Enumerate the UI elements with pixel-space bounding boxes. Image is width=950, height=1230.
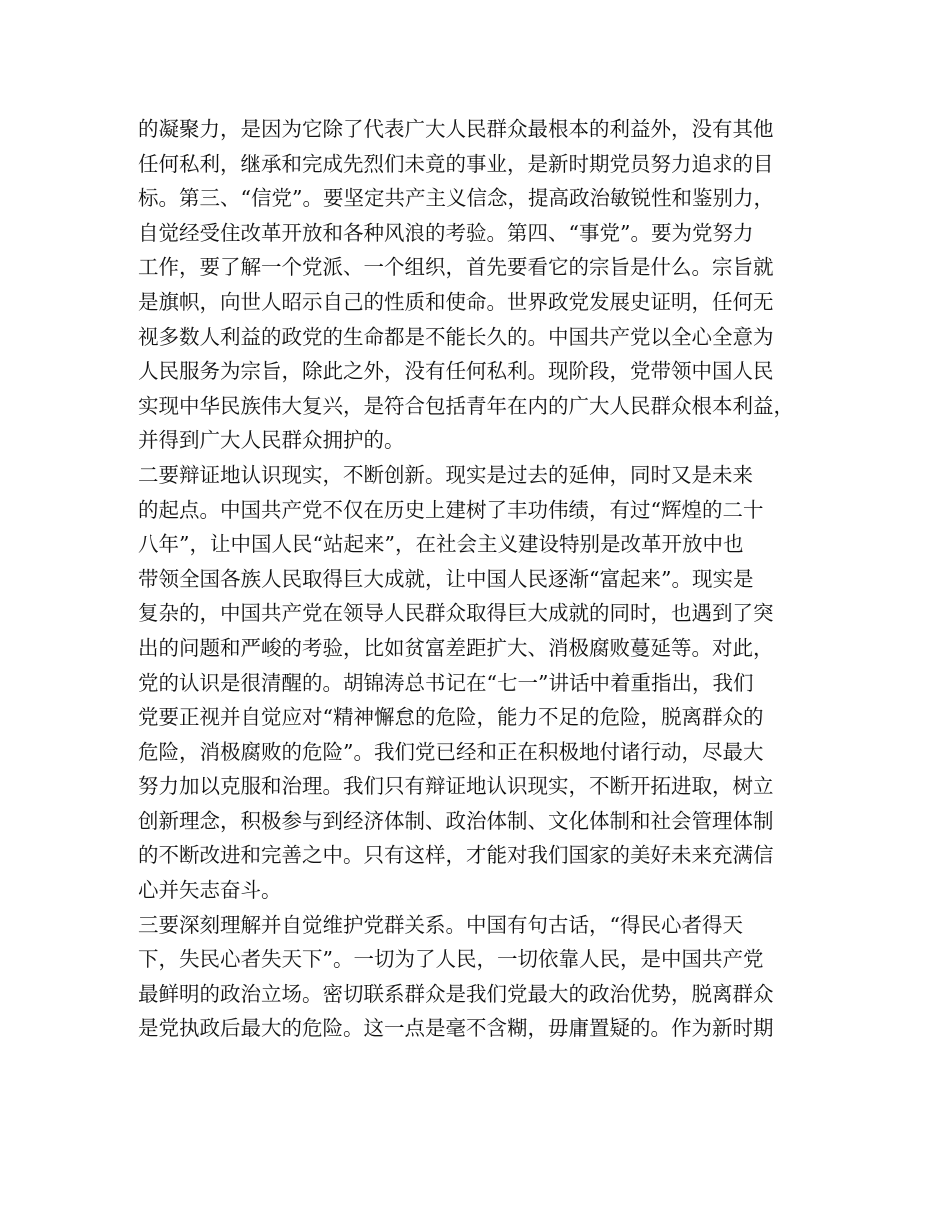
text-line: 是党执政后最大的危险。这一点是毫不含糊，毋庸置疑的。作为新时期 [138, 1016, 774, 1041]
text-line: 并得到广大人民群众拥护的。 [138, 428, 405, 453]
text-line: 自觉经受住改革开放和各种风浪的考验。第四、“事党”。要为党努力 [138, 220, 754, 245]
text-line: 二要辩证地认识现实，不断创新。现实是过去的延伸，同时又是未来 [138, 462, 753, 487]
body-text [138, 112, 828, 1046]
text-line: 人民服务为宗旨，除此之外，没有任何私利。现阶段，党带领中国人民 [138, 359, 774, 384]
text-line: 心并矢志奋斗。 [138, 878, 282, 903]
text-line: 创新理念，积极参与到经济体制、政治体制、文化体制和社会管理体制 [138, 808, 774, 833]
text-line: 出的问题和严峻的考验，比如贫富差距扩大、消极腐败蔓延等。对此， [138, 635, 774, 660]
text-line: 最鲜明的政治立场。密切联系群众是我们党最大的政治优势，脱离群众 [138, 981, 774, 1006]
text-line: 的起点。中国共产党不仅在历史上建树了丰功伟绩，有过“辉煌的二十 [138, 497, 764, 522]
text-line: 标。第三、“信党”。要坚定共产主义信念，提高政治敏锐性和鉴别力， [138, 186, 774, 211]
text-line: 任何私利，继承和完成先烈们未竟的事业，是新时期党员努力追求的目 [138, 151, 774, 176]
text-line: 危险，消极腐败的危险”。我们党已经和正在积极地付诸行动，尽最大 [138, 739, 764, 764]
text-line: 复杂的，中国共产党在领导人民群众取得巨大成就的同时，也遇到了突 [138, 601, 774, 626]
text-line: 党的认识是很清醒的。胡锦涛总书记在“七一”讲话中着重指出，我们 [138, 670, 754, 695]
text-line: 党要正视并自觉应对“精神懈怠的危险，能力不足的危险，脱离群众的 [138, 705, 764, 730]
text-line: 的不断改进和完善之中。只有这样，才能对我们国家的美好未来充满信 [138, 843, 774, 868]
text-line: 三要深刻理解并自觉维护党群关系。中国有句古话，“得民心者得天 [138, 912, 743, 937]
text-line: 努力加以克服和治理。我们只有辩证地认识现实，不断开拓进取，树立 [138, 774, 774, 799]
text-line: 工作，要了解一个党派、一个组织，首先要看它的宗旨是什么。宗旨就 [138, 255, 774, 280]
text-line: 的凝聚力，是因为它除了代表广大人民群众最根本的利益外，没有其他 [138, 117, 774, 141]
text-line: 下，失民心者失天下”。一切为了人民，一切依靠人民，是中国共产党 [138, 947, 764, 972]
text-line: 视多数人利益的政党的生命都是不能长久的。中国共产党以全心全意为 [138, 324, 774, 349]
text-line: 带领全国各族人民取得巨大成就，让中国人民逐渐“富起来”。现实是 [138, 566, 754, 591]
text-line: 实现中华民族伟大复兴，是符合包括青年在内的广大人民群众根本利益， [138, 393, 794, 418]
text-line: 八年”，让中国人民“站起来”，在社会主义建设特别是改革开放中也 [138, 532, 744, 557]
text-line: 是旗帜，向世人昭示自己的性质和使命。世界政党发展史证明，任何无 [138, 289, 774, 314]
